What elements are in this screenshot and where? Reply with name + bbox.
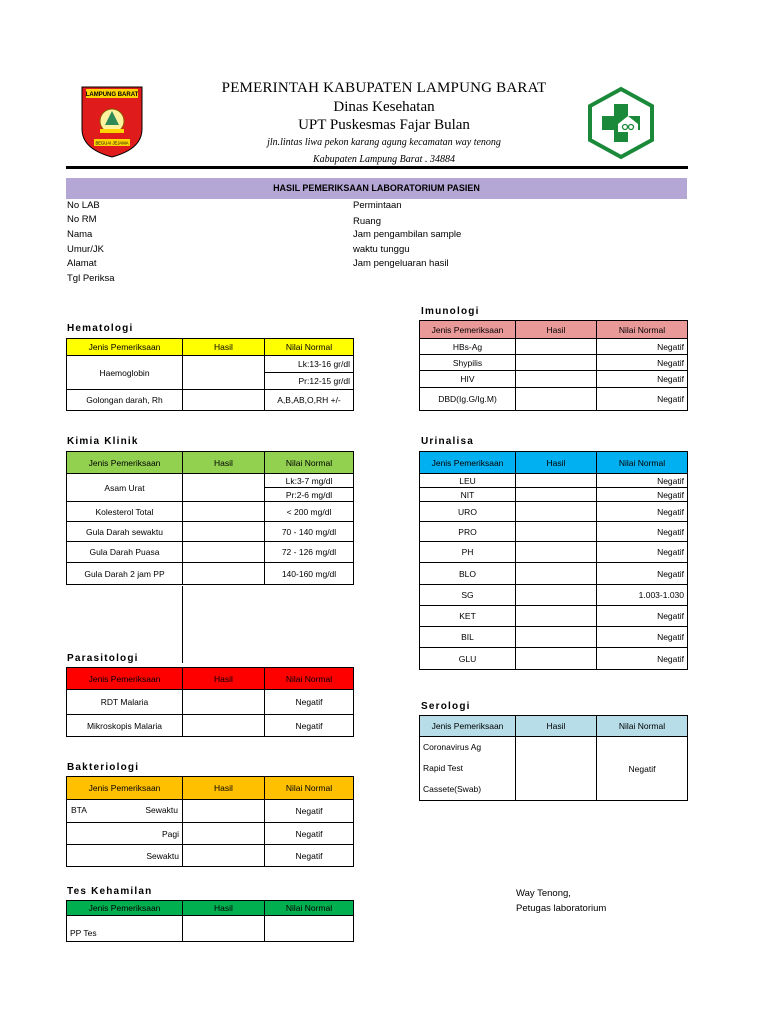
report-title: HASIL PEMERIKSAAN LABORATORIUM PASIEN xyxy=(66,178,687,199)
header-dinas: Dinas Kesehatan xyxy=(333,99,435,115)
info-no-rm: No RM xyxy=(67,214,97,225)
info-permintaan: Permintaan xyxy=(353,200,402,211)
header-gov: PEMERINTAH KABUPATEN LAMPUNG BARAT xyxy=(221,80,547,96)
normal-cell: Negatif xyxy=(265,845,354,867)
section-hematologi: Hematologi xyxy=(67,323,134,334)
normal-cell: Negatif xyxy=(265,823,354,845)
hasil-cell[interactable] xyxy=(183,823,265,845)
row-name: Mikroskopis Malaria xyxy=(67,715,183,737)
info-nama: Nama xyxy=(67,229,93,240)
normal-cell: Negatif xyxy=(597,542,688,563)
signature-place: Way Tenong, xyxy=(516,888,571,899)
row-name: PRO xyxy=(420,522,516,542)
row-name: DBD(Ig.G/Ig.M) xyxy=(420,388,516,411)
hematologi-table xyxy=(66,338,354,411)
row-name: URO xyxy=(420,502,516,522)
normal-cell: Negatif xyxy=(265,800,354,823)
bta-label: BTA xyxy=(71,805,87,815)
hasil-cell[interactable] xyxy=(516,388,597,411)
normal-cell: Negatif xyxy=(265,715,354,737)
normal-cell: Negatif xyxy=(597,355,688,371)
col-hasil: Hasil xyxy=(183,339,265,356)
col-hasil: Hasil xyxy=(516,452,597,474)
hasil-cell[interactable] xyxy=(516,627,597,648)
row-haemoglobin: Haemoglobin xyxy=(67,356,183,390)
header-kabupaten: Kabupaten Lampung Barat . 34884 xyxy=(313,154,455,165)
normal-cell: Negatif xyxy=(597,648,688,670)
parasitologi-table xyxy=(66,667,354,737)
hasil-cell[interactable] xyxy=(516,563,597,585)
row-name: HBs-Ag xyxy=(420,339,516,355)
normal-cell: 1.003-1.030 xyxy=(597,585,688,606)
signature-role: Petugas laboratorium xyxy=(516,903,607,914)
logo-left-text: LAMPUNG BARAT xyxy=(85,92,139,98)
row-name: Gula Darah sewaktu xyxy=(67,522,183,542)
normal-cell xyxy=(265,916,354,942)
hasil-cell[interactable] xyxy=(516,371,597,388)
normal-cell: Negatif xyxy=(597,502,688,522)
hasil-cell[interactable] xyxy=(516,522,597,542)
hasil-cell[interactable] xyxy=(516,542,597,563)
hasil-cell[interactable] xyxy=(183,390,265,411)
normal-cell: Negatif xyxy=(597,388,688,411)
col-hasil: Hasil xyxy=(183,777,265,800)
col-normal: Nilai Normal xyxy=(265,777,354,800)
col-normal: Nilai Normal xyxy=(265,901,354,916)
hasil-cell[interactable] xyxy=(183,502,265,522)
normal-cell: Negatif xyxy=(597,339,688,355)
hasil-cell[interactable] xyxy=(183,356,265,390)
serologi-item: Coronavirus Ag xyxy=(423,742,482,752)
hasil-cell[interactable] xyxy=(516,339,597,355)
row-golongan: Golongan darah, Rh xyxy=(67,390,183,411)
row-name: Pagi xyxy=(67,823,183,845)
row-name: BLO xyxy=(420,563,516,585)
hasil-cell[interactable] xyxy=(516,585,597,606)
col-hasil: Hasil xyxy=(516,321,597,339)
normal-cell: Negatif xyxy=(597,522,688,542)
hasil-cell[interactable] xyxy=(183,563,265,585)
info-jam-sample: Jam pengambilan sample xyxy=(353,229,462,240)
normal-cell: Pr:12-15 gr/dl xyxy=(265,373,354,390)
imunologi-table xyxy=(419,320,688,411)
normal-cell: Negatif xyxy=(597,474,688,488)
col-hasil: Hasil xyxy=(183,901,265,916)
hasil-cell[interactable] xyxy=(516,502,597,522)
col-normal: Nilai Normal xyxy=(265,668,354,690)
col-jenis: Jenis Pemeriksaan xyxy=(67,339,183,356)
normal-cell: 72 - 126 mg/dl xyxy=(265,542,354,563)
normal-cell: Lk:3-7 mg/dl xyxy=(265,474,354,488)
logo-left-ribbon: BEGUAI JEJAMA xyxy=(95,140,129,146)
info-jam-keluar: Jam pengeluaran hasil xyxy=(353,258,449,269)
row-pp-tes: PP Tes xyxy=(67,916,183,942)
normal-cell: 70 - 140 mg/dl xyxy=(265,522,354,542)
hasil-cell[interactable] xyxy=(183,474,265,502)
col-jenis: Jenis Pemeriksaan xyxy=(420,716,516,737)
hasil-cell[interactable] xyxy=(183,522,265,542)
info-waktu-tunggu: waktu tunggu xyxy=(353,244,410,255)
section-imunologi: Imunologi xyxy=(421,306,480,317)
hasil-cell[interactable] xyxy=(516,737,597,801)
hasil-cell[interactable] xyxy=(183,916,265,942)
col-jenis: Jenis Pemeriksaan xyxy=(420,452,516,474)
header-puskesmas: UPT Puskesmas Fajar Bulan xyxy=(298,117,470,133)
info-ruang: Ruang xyxy=(353,216,381,227)
row-name: Gula Darah 2 jam PP xyxy=(67,563,183,585)
hasil-cell[interactable] xyxy=(516,474,597,488)
row-name: Sewaktu xyxy=(67,845,183,867)
row-name: PH xyxy=(420,542,516,563)
section-serologi: Serologi xyxy=(421,701,471,712)
hasil-cell[interactable] xyxy=(183,845,265,867)
col-normal: Nilai Normal xyxy=(265,452,354,474)
col-jenis: Jenis Pemeriksaan xyxy=(420,321,516,339)
hasil-cell[interactable] xyxy=(516,606,597,627)
normal-cell: < 200 mg/dl xyxy=(265,502,354,522)
col-normal: Nilai Normal xyxy=(265,339,354,356)
col-jenis: Jenis Pemeriksaan xyxy=(67,668,183,690)
col-normal: Nilai Normal xyxy=(597,452,688,474)
urinalisa-table xyxy=(419,451,688,670)
col-jenis: Jenis Pemeriksaan xyxy=(67,452,183,474)
normal-cell: Negatif xyxy=(597,371,688,388)
section-parasitologi: Parasitologi xyxy=(67,653,139,664)
section-bakteriologi: Bakteriologi xyxy=(67,762,140,773)
normal-cell: Negatif xyxy=(597,737,688,801)
col-hasil: Hasil xyxy=(516,716,597,737)
hasil-cell[interactable] xyxy=(516,648,597,670)
row-name: Gula Darah Puasa xyxy=(67,542,183,563)
kimia-table xyxy=(66,451,354,585)
hasil-cell[interactable] xyxy=(183,715,265,737)
row-name: Shypilis xyxy=(420,355,516,371)
header-divider xyxy=(66,166,688,169)
kehamilan-table xyxy=(66,900,354,942)
kimia-empty-divider xyxy=(182,586,183,663)
info-alamat: Alamat xyxy=(67,258,97,269)
col-jenis: Jenis Pemeriksaan xyxy=(67,901,183,916)
section-kehamilan: Tes Kehamilan xyxy=(67,886,153,897)
section-kimia: Kimia Klinik xyxy=(67,436,139,447)
normal-cell: 140-160 mg/dl xyxy=(265,563,354,585)
row-name: Sewaktu xyxy=(145,805,178,815)
row-asam-urat: Asam Urat xyxy=(67,474,183,502)
normal-cell: Negatif xyxy=(597,627,688,648)
normal-cell: Negatif xyxy=(597,563,688,585)
row-bta-sewaktu xyxy=(67,800,183,823)
row-name: BIL xyxy=(420,627,516,648)
info-umur: Umur/JK xyxy=(67,244,104,255)
row-name: RDT Malaria xyxy=(67,690,183,715)
serologi-item: Rapid Test xyxy=(423,763,464,773)
normal-cell: Pr:2-6 mg/dl xyxy=(265,488,354,502)
col-normal: Nilai Normal xyxy=(597,321,688,339)
hasil-cell[interactable] xyxy=(183,542,265,563)
normal-cell: Negatif xyxy=(597,488,688,502)
row-name: SG xyxy=(420,585,516,606)
row-name: NIT xyxy=(420,488,516,502)
hasil-cell[interactable] xyxy=(183,800,265,823)
serologi-item: Cassete(Swab) xyxy=(423,784,482,794)
header-address: jln.lintas liwa pekon karang agung kecamatan way tenong xyxy=(267,137,501,148)
hasil-cell[interactable] xyxy=(516,488,597,502)
row-name: HIV xyxy=(420,371,516,388)
hasil-cell[interactable] xyxy=(183,690,265,715)
row-name: LEU xyxy=(420,474,516,488)
bakteriologi-table xyxy=(66,776,354,867)
normal-cell: Negatif xyxy=(597,606,688,627)
serologi-items xyxy=(420,737,516,801)
row-name: GLU xyxy=(420,648,516,670)
col-normal: Nilai Normal xyxy=(597,716,688,737)
row-name: KET xyxy=(420,606,516,627)
row-name: Kolesterol Total xyxy=(67,502,183,522)
section-urinalisa: Urinalisa xyxy=(421,436,475,447)
col-jenis: Jenis Pemeriksaan xyxy=(67,777,183,800)
serologi-table xyxy=(419,715,688,801)
normal-cell: Negatif xyxy=(265,690,354,715)
hasil-cell[interactable] xyxy=(516,355,597,371)
info-tgl: Tgl Periksa xyxy=(67,273,115,284)
col-hasil: Hasil xyxy=(183,668,265,690)
col-hasil: Hasil xyxy=(183,452,265,474)
info-no-lab: No LAB xyxy=(67,200,100,211)
normal-cell: A,B,AB,O,RH +/- xyxy=(265,390,354,411)
normal-cell: Lk:13-16 gr/dl xyxy=(265,356,354,373)
